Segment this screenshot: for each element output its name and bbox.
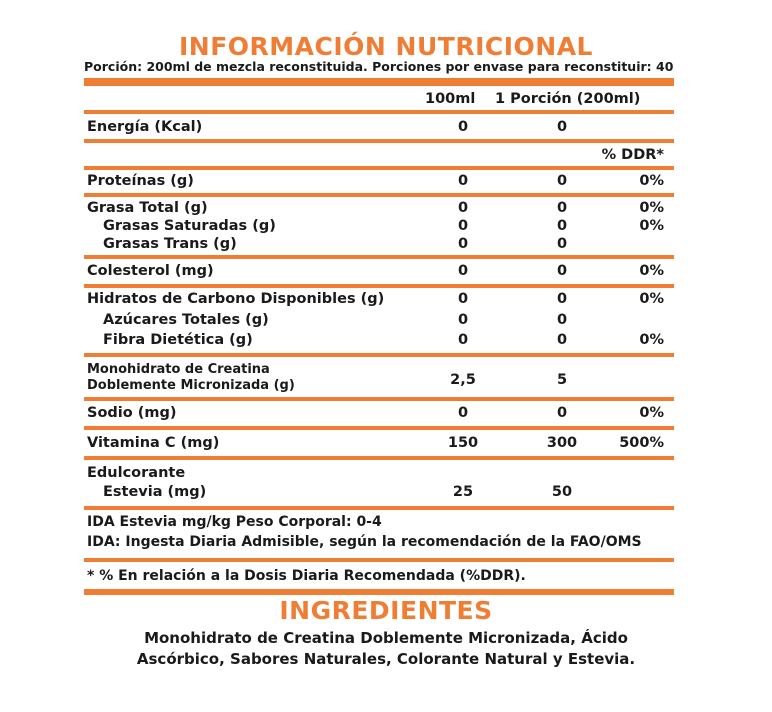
ddr-footnote: * % En relación a la Dosis Diaria Recomendada (%DDR).	[87, 568, 526, 584]
value-portion: 0	[556, 218, 568, 234]
value-ddr: 0%	[639, 291, 664, 307]
col-100ml-header: 100ml	[425, 91, 476, 107]
ingredients-line-1: Monohidrato de Creatina Doblemente Micronizada, Ácido	[144, 629, 628, 647]
value-100ml: 0	[457, 291, 469, 307]
value-100ml: 0	[457, 405, 469, 421]
value-100ml: 0	[457, 236, 469, 252]
divider	[84, 139, 674, 143]
ingredients-line-2: Ascórbico, Sabores Naturales, Colorante Natural y Estevia.	[136, 650, 636, 668]
divider-thick	[84, 589, 674, 595]
value-ddr: 0%	[639, 332, 664, 348]
divider	[84, 558, 674, 562]
value-portion: 5	[556, 372, 568, 388]
value-portion: 0	[556, 332, 568, 348]
row-label: Grasa Total (g)	[87, 200, 208, 216]
value-100ml: 25	[452, 484, 474, 500]
divider	[84, 397, 674, 401]
divider	[84, 255, 674, 259]
row-label: Grasas Saturadas (g)	[103, 218, 276, 234]
row-label: Fibra Dietética (g)	[103, 332, 253, 348]
value-100ml: 0	[457, 173, 469, 189]
row-label: Azúcares Totales (g)	[103, 312, 269, 328]
row-label: Colesterol (mg)	[87, 263, 214, 279]
col-portion-header: 1 Porción (200ml)	[495, 91, 641, 107]
row-label: Proteínas (g)	[87, 173, 194, 189]
value-portion: 50	[551, 484, 573, 500]
ida-definition-note: IDA: Ingesta Diaria Admisible, según la recomendación de la FAO/OMS	[87, 534, 642, 550]
value-100ml: 0	[457, 312, 469, 328]
value-100ml: 2,5	[450, 372, 476, 388]
value-100ml: 0	[457, 263, 469, 279]
divider	[84, 506, 674, 510]
value-100ml: 0	[457, 119, 469, 135]
divider	[84, 456, 674, 460]
value-ddr: 0%	[639, 405, 664, 421]
divider	[84, 110, 674, 114]
row-label: Estevia (mg)	[103, 484, 207, 500]
ingredients-title: INGREDIENTES	[279, 596, 493, 625]
row-label-line1: Monohidrato de Creatina	[87, 362, 270, 377]
value-portion: 0	[556, 119, 568, 135]
value-ddr: 0%	[639, 263, 664, 279]
value-ddr: 0%	[639, 200, 664, 216]
divider-thick	[84, 78, 674, 86]
divider	[84, 284, 674, 288]
value-portion: 0	[556, 405, 568, 421]
value-portion: 0	[556, 200, 568, 216]
serving-info: Porción: 200ml de mezcla reconstituida. Porciones por envase para reconstituir: 40	[84, 59, 674, 74]
row-label-line2: Doblemente Micronizada (g)	[87, 378, 295, 393]
row-label: Grasas Trans (g)	[103, 236, 237, 252]
divider	[84, 193, 674, 197]
value-100ml: 0	[457, 200, 469, 216]
value-portion: 0	[556, 173, 568, 189]
row-label: Hidratos de Carbono Disponibles (g)	[87, 291, 385, 307]
value-ddr: 500%	[619, 435, 664, 451]
value-ddr: 0%	[639, 218, 664, 234]
row-label: Vitamina C (mg)	[87, 435, 220, 451]
value-portion: 0	[556, 263, 568, 279]
row-label: Sodio (mg)	[87, 405, 177, 421]
value-portion: 0	[556, 312, 568, 328]
divider	[84, 426, 674, 430]
divider	[84, 353, 674, 357]
value-portion: 0	[556, 236, 568, 252]
value-100ml: 150	[447, 435, 479, 451]
value-100ml: 0	[457, 218, 469, 234]
col-ddr-header: % DDR*	[601, 147, 664, 163]
divider	[84, 166, 674, 170]
ida-estevia-note: IDA Estevia mg/kg Peso Corporal: 0-4	[87, 514, 382, 530]
row-label: Edulcorante	[87, 465, 186, 481]
row-label: Energía (Kcal)	[87, 119, 203, 135]
value-portion: 300	[546, 435, 578, 451]
value-portion: 0	[556, 291, 568, 307]
value-100ml: 0	[457, 332, 469, 348]
nutrition-title: INFORMACIÓN NUTRICIONAL	[179, 32, 593, 61]
value-ddr: 0%	[639, 173, 664, 189]
